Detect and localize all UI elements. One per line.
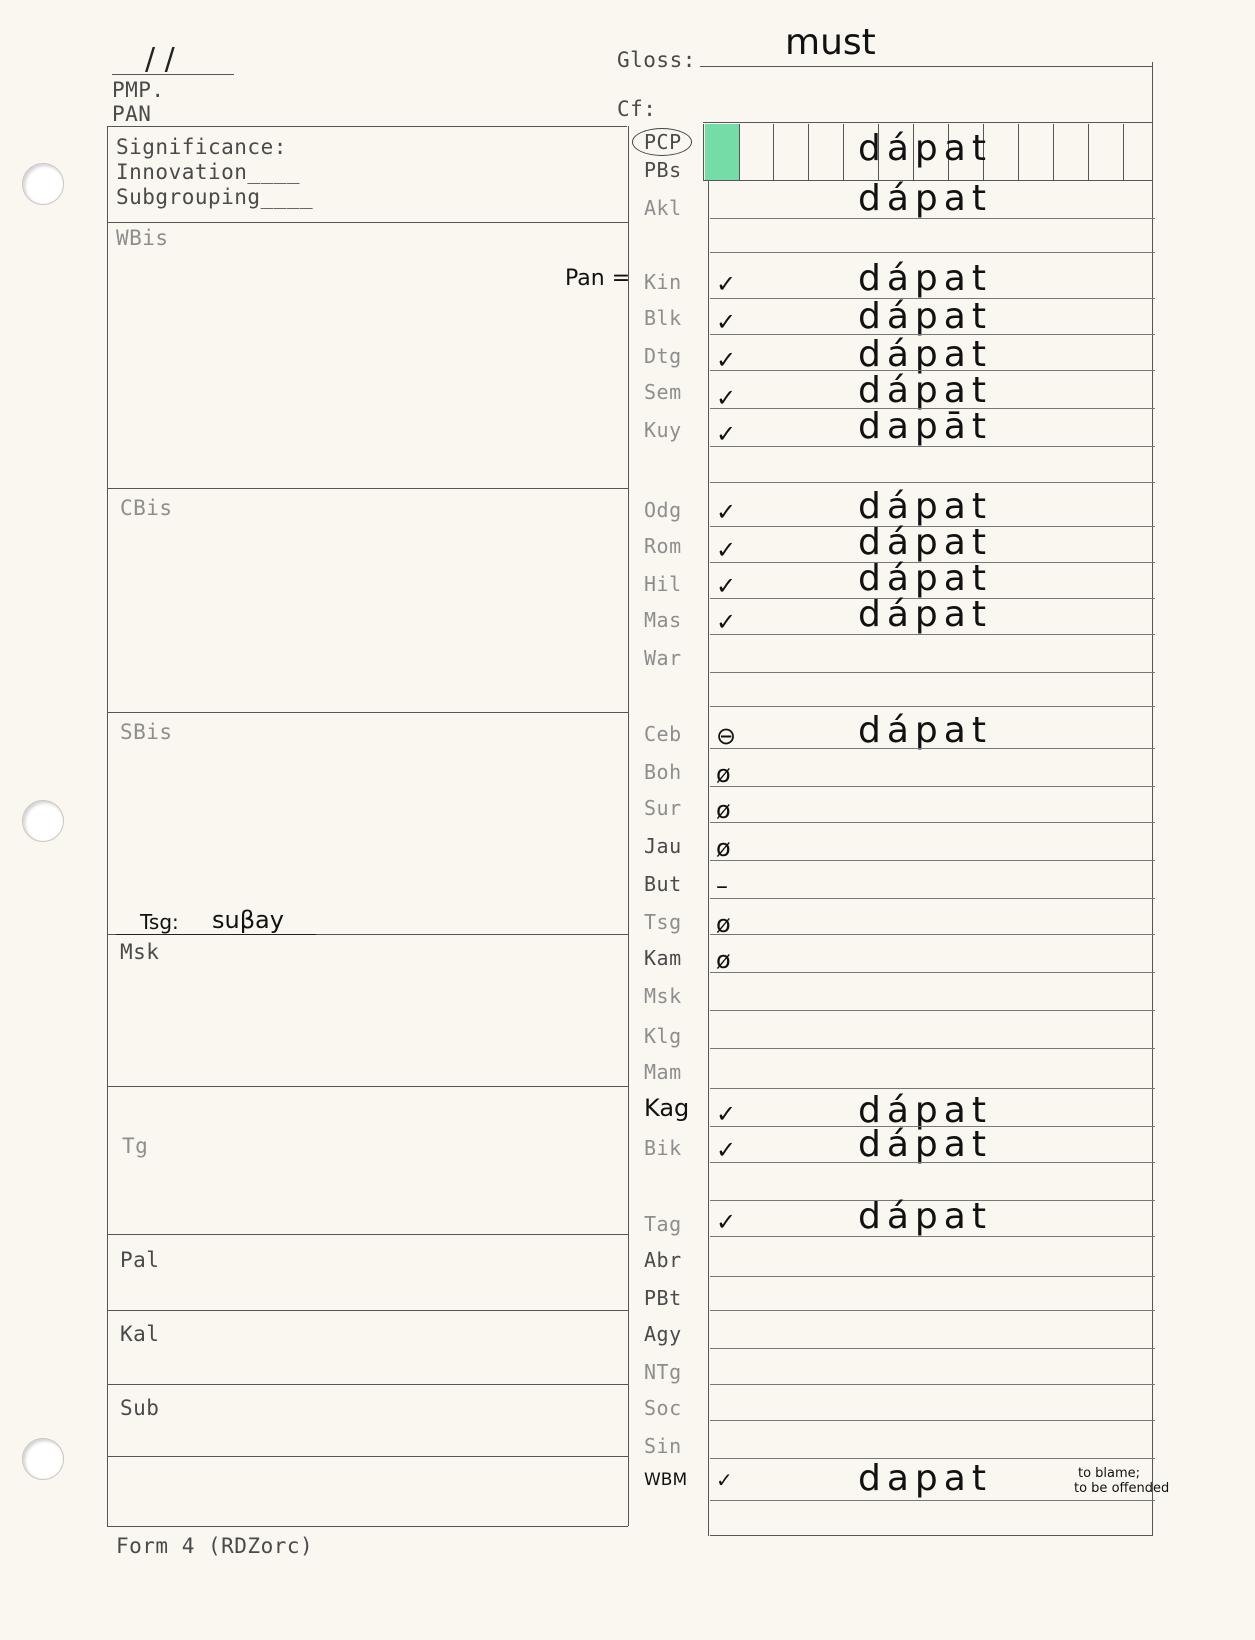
lang-but: But <box>644 872 682 896</box>
mark-but: – <box>716 872 728 900</box>
pal-bottom <box>107 1310 628 1311</box>
ruled-line <box>710 446 1155 447</box>
mark-jau: ø <box>716 834 731 862</box>
pcp-grid-line <box>1123 124 1124 180</box>
pmp-label: PMP. <box>112 78 165 102</box>
mark-rom: ✓ <box>716 536 737 564</box>
pcp-grid-line <box>773 124 774 180</box>
group-label-kal: Kal <box>120 1322 160 1346</box>
mark-boh: ø <box>716 760 731 788</box>
pcp-grid-line <box>739 124 740 180</box>
lang-tag: Tag <box>644 1212 682 1236</box>
ruled-line <box>710 934 1155 935</box>
binder-hole-bottom <box>22 1438 64 1480</box>
form-odg: dápat <box>858 486 992 527</box>
ruled-line <box>710 672 1155 673</box>
significance-title: Significance: <box>116 135 287 159</box>
form-pcp: dápat <box>858 128 992 169</box>
lang-hil: Hil <box>644 572 682 596</box>
ruled-line <box>710 1500 1155 1501</box>
ruled-line <box>710 972 1155 973</box>
wbm-gloss-line-1: to blame; <box>1078 1466 1141 1481</box>
lang-tsg: Tsg <box>644 910 682 934</box>
ruled-left <box>708 180 709 1536</box>
form-kin: dápat <box>858 258 992 299</box>
tsg-note-label: Tsg: <box>140 910 179 934</box>
date-underline <box>112 74 234 75</box>
ruled-line <box>710 482 1155 483</box>
kal-bottom <box>107 1384 628 1385</box>
ruled-line <box>710 1088 1155 1089</box>
cf-label: Cf: <box>617 97 657 121</box>
ruled-line <box>710 218 1155 219</box>
lang-klg: Klg <box>644 1024 682 1048</box>
ruled-line <box>710 1348 1155 1349</box>
mark-kag: ✓ <box>716 1100 737 1128</box>
form-tag: dápat <box>858 1196 992 1237</box>
binder-hole-middle <box>22 800 64 842</box>
pcp-grid-line <box>1053 124 1054 180</box>
ruled-line <box>710 748 1155 749</box>
mark-dtg: ✓ <box>716 346 737 374</box>
frame-right <box>1152 62 1153 1536</box>
innovation-label: Innovation____ <box>116 160 301 184</box>
form-footer: Form 4 (RDZorc) <box>116 1534 314 1558</box>
lang-odg: Odg <box>644 498 682 522</box>
cbis-bottom <box>107 712 628 713</box>
lang-agy: Agy <box>644 1322 682 1346</box>
group-label-sbis: SBis <box>120 720 173 744</box>
binder-hole-top <box>22 163 64 205</box>
lang-msk: Msk <box>644 984 682 1008</box>
mark-hil: ✓ <box>716 572 737 600</box>
form-bik: dápat <box>858 1124 992 1165</box>
lang-kam: Kam <box>644 946 682 970</box>
pcp-grid-line <box>1018 124 1019 180</box>
lang-war: War <box>644 646 682 670</box>
form-kag: dápat <box>858 1090 992 1131</box>
form-rom: dápat <box>858 522 992 563</box>
ruled-line <box>710 706 1155 707</box>
pcp-highlight <box>705 124 739 180</box>
lang-boh: Boh <box>644 760 682 784</box>
ruled-line <box>710 822 1155 823</box>
gloss-value: must <box>785 22 876 63</box>
form-hil: dápat <box>858 558 992 599</box>
lang-rom: Rom <box>644 534 682 558</box>
frame-bottom <box>107 1526 628 1527</box>
lang-sem: Sem <box>644 380 682 404</box>
sub-bottom <box>107 1456 628 1457</box>
mark-wbm: ✓ <box>716 1468 733 1492</box>
mark-tsg: ø <box>716 910 731 938</box>
frame-bottom-right <box>710 1535 1153 1536</box>
ruled-line <box>710 1010 1155 1011</box>
ruled-line <box>710 1420 1155 1421</box>
mark-sur: ø <box>716 796 731 824</box>
ruled-line <box>710 1048 1155 1049</box>
lang-ntg: NTg <box>644 1360 682 1384</box>
ruled-line <box>710 1276 1155 1277</box>
lang-wbm: WBM <box>644 1470 688 1490</box>
ruled-line <box>710 1162 1155 1163</box>
frame-top-left <box>107 126 627 127</box>
lang-akl: Akl <box>644 196 682 220</box>
frame-left <box>107 126 108 1526</box>
ruled-line <box>710 786 1155 787</box>
mark-sem: ✓ <box>716 384 737 412</box>
mark-kin: ✓ <box>716 270 737 298</box>
ruled-line <box>710 1384 1155 1385</box>
lang-soc: Soc <box>644 1396 682 1420</box>
mark-kuy: ✓ <box>716 420 737 448</box>
lang-mas: Mas <box>644 608 682 632</box>
lang-abr: Abr <box>644 1248 682 1272</box>
form-sem: dápat <box>858 370 992 411</box>
subgrouping-label: Subgrouping____ <box>116 185 314 209</box>
pcp-grid-line <box>1088 124 1089 180</box>
form-akl: dápat <box>858 178 992 219</box>
ruled-line <box>710 860 1155 861</box>
tsg-note-value: suβay <box>212 906 284 934</box>
gloss-underline <box>700 66 1152 67</box>
pan-label: PAN <box>112 102 152 126</box>
group-label-wbis: WBis <box>116 226 169 250</box>
mark-mas: ✓ <box>716 608 737 636</box>
significance-bottom <box>107 222 628 223</box>
form-wbm: dapat <box>858 1458 992 1499</box>
lang-sin: Sin <box>644 1434 682 1458</box>
lang-pcp: PCP <box>644 130 682 154</box>
ruled-line <box>710 634 1155 635</box>
date-slashes: / / <box>145 42 175 77</box>
form-ceb: dápat <box>858 710 992 751</box>
group-label-tg: Tg <box>122 1134 149 1158</box>
lang-pbs: PBs <box>644 158 682 182</box>
lang-kin: Kin <box>644 270 682 294</box>
lang-kuy: Kuy <box>644 418 682 442</box>
pcp-grid-line <box>808 124 809 180</box>
lang-jau: Jau <box>644 834 682 858</box>
ruled-line <box>710 252 1155 253</box>
lang-blk: Blk <box>644 306 682 330</box>
lang-kag: Kag <box>644 1094 690 1122</box>
wbm-gloss-line-2: to be offended <box>1074 1481 1170 1496</box>
ruled-line <box>710 1236 1155 1237</box>
lang-sur: Sur <box>644 796 682 820</box>
mark-tag: ✓ <box>716 1208 737 1236</box>
lang-pbt: PBt <box>644 1286 682 1310</box>
pcp-grid-line <box>703 124 704 180</box>
mark-blk: ✓ <box>716 308 737 336</box>
lang-mam: Mam <box>644 1060 682 1084</box>
tsg-note-underline <box>116 934 316 935</box>
lang-ceb: Ceb <box>644 722 682 746</box>
group-label-msk: Msk <box>120 940 160 964</box>
mark-ceb: ⊖ <box>716 722 737 750</box>
form-dtg: dápat <box>858 334 992 375</box>
ruled-line <box>710 898 1155 899</box>
form-blk: dápat <box>858 296 992 337</box>
form-kuy: dapāt <box>858 406 992 447</box>
mark-kam: ø <box>716 946 731 974</box>
lang-dtg: Dtg <box>644 344 682 368</box>
mark-odg: ✓ <box>716 498 737 526</box>
mark-bik: ✓ <box>716 1136 737 1164</box>
pcp-grid-line <box>843 124 844 180</box>
msk-bottom <box>107 1086 628 1087</box>
wbis-bottom <box>107 488 628 489</box>
lang-bik: Bik <box>644 1136 682 1160</box>
gloss-label: Gloss: <box>617 48 696 72</box>
frame-middle <box>628 126 629 1526</box>
group-label-cbis: CBis <box>120 496 173 520</box>
tg-bottom <box>107 1234 628 1235</box>
group-label-sub: Sub <box>120 1396 160 1420</box>
form-mas: dápat <box>858 594 992 635</box>
ruled-line <box>710 1310 1155 1311</box>
pan-equals-note: Pan = <box>565 266 631 291</box>
pcp-grid-top <box>703 122 1152 123</box>
group-label-pal: Pal <box>120 1248 160 1272</box>
